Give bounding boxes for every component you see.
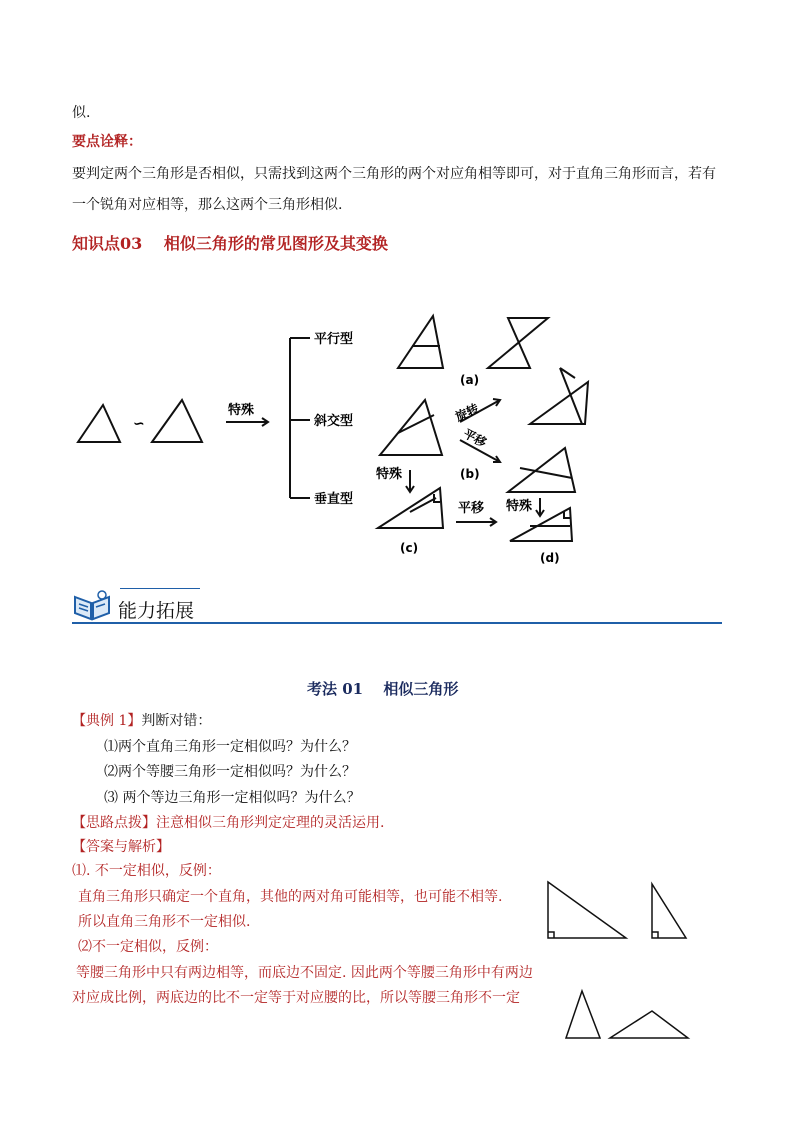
intro-paragraph-line-1: 要判定两个三角形是否相似，只需找到这两个三角形的两个对应角相等即可，对于直角三角形而言，若有 xyxy=(72,166,716,182)
hint-label: 【思路点拨】 xyxy=(72,815,156,831)
hint-text: 注意相似三角形判定定理的灵活运用. xyxy=(156,815,385,831)
label-perpendicular-type: 垂直型 xyxy=(314,492,354,507)
label-a: (a) xyxy=(460,373,480,387)
answer-1-line-2: 所以直角三角形不一定相似. xyxy=(78,914,251,930)
knowledge-point-title: 知识点03 相似三角形的常见图形及其变换 xyxy=(72,234,388,253)
label-rotate: 旋转 xyxy=(453,401,481,425)
triangle-left-2 xyxy=(152,400,202,442)
book-icon xyxy=(72,589,112,623)
triangle-parallel xyxy=(398,316,443,368)
key-point-heading: 要点诠释： xyxy=(72,134,142,150)
intro-paragraph-line-2: 一个锐角对应相等，那么这两个三角形相似. xyxy=(72,197,343,213)
answer-2-title: ⑵不一定相似，反例： xyxy=(78,939,218,955)
question-1: ⑴两个直角三角形一定相似吗？为什么？ xyxy=(104,739,356,755)
question-3: ⑶ 两个等边三角形一定相似吗？为什么？ xyxy=(104,790,361,806)
banner-top-rule xyxy=(120,588,200,589)
label-special: 特殊 xyxy=(228,403,255,418)
method-title: 考法 01 相似三角形 xyxy=(307,680,459,698)
label-b: (b) xyxy=(460,467,480,481)
translated-figure xyxy=(508,448,575,492)
label-special-2: 特殊 xyxy=(376,467,403,482)
banner-underline xyxy=(72,622,722,624)
label-parallel-type: 平行型 xyxy=(314,332,354,347)
isosceles-triangles-figure xyxy=(560,985,700,1045)
banner-title: 能力拓展 xyxy=(118,600,195,622)
hourglass-figure xyxy=(488,318,548,368)
similar-symbol: ∽ xyxy=(133,416,145,432)
question-2: ⑵两个等腰三角形一定相似吗？为什么？ xyxy=(104,764,356,780)
label-translate: 平移 xyxy=(461,426,489,451)
label-special-3: 特殊 xyxy=(506,499,533,514)
intro-tail: 似. xyxy=(72,105,91,121)
example-label: 【典例 1】 xyxy=(72,713,142,729)
right-triangles-figure xyxy=(540,878,700,948)
label-c: (c) xyxy=(400,541,419,555)
label-d: (d) xyxy=(540,551,560,565)
label-oblique-type: 斜交型 xyxy=(314,414,354,429)
answer-1-line-1: 直角三角形只确定一个直角，其他的两对角可能相等，也可能不相等. xyxy=(78,889,503,905)
answer-label: 【答案与解析】 xyxy=(72,839,170,855)
similar-triangles-diagram xyxy=(0,290,794,590)
answer-2-line-1: 等腰三角形中只有两边相等，而底边不固定. 因此两个等腰三角形中有两边 xyxy=(76,965,533,981)
example-prompt: 判断对错： xyxy=(141,713,212,729)
label-translate-2: 平移 xyxy=(458,501,485,516)
answer-1-title: ⑴. 不一定相似，反例： xyxy=(72,863,221,879)
answer-2-line-2: 对应成比例，两底边的比不一定等于对应腰的比，所以等腰三角形不一定 xyxy=(72,990,520,1006)
triangle-left-1 xyxy=(78,405,120,442)
hint-line xyxy=(72,814,384,832)
example-heading xyxy=(72,712,211,730)
